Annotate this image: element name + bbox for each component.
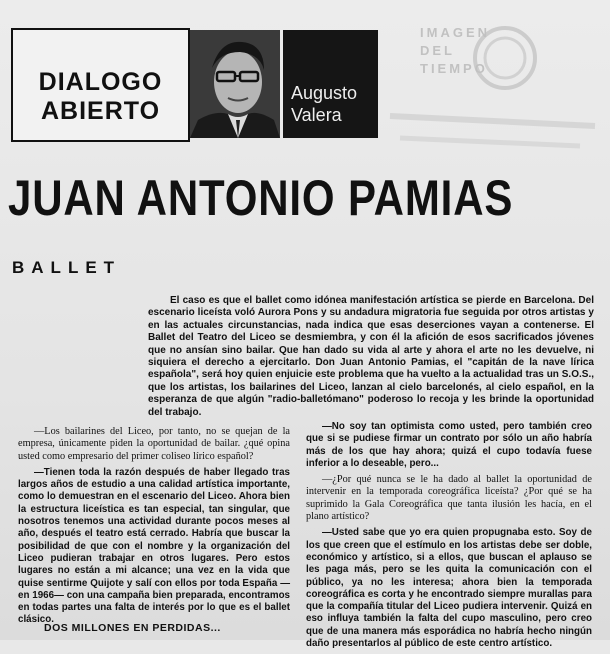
section-label: BALLET (12, 258, 122, 277)
right-column (306, 421, 592, 654)
stamp-graphic (380, 6, 605, 156)
column-title-line2: ABIERTO (40, 97, 161, 125)
stamp-line2: DEL (420, 43, 455, 58)
answer-2: —Usted sabe que yo era quien propugnaba esto. Soy de los que creen que el estímulo en los artistas debe ser doble, económico y artístico, si a ellos, que buscan el aplauso se les paga más, pero se les quita la comunicación con el público, ya no les interesa; ahora bien la temporada coreográfica es corta y he encontrado siempre murallas para que la compañía titular del Liceo pudiera intervenir. Quizá en eso influya también la falta del cupo masculino, pero creo que de una manera más esporádica no habría hecho ningún daño presentarlos al público de este centro artístico. (306, 527, 592, 650)
column-title-line1: DIALOGO (38, 68, 163, 96)
article-headline: JUAN ANTONIO PAMIAS (8, 170, 514, 226)
portrait-image (190, 30, 280, 138)
author-last-name: Valera (291, 105, 342, 125)
answer-1: —Tienen toda la razón después de haber llegado tras largos años de estudio a una calidad artística importante, como lo demuestran en el escenario del Liceo. Ahora bien la estructura liceística es tan especial, tan singular, que nosotros tenemos una actividad durante pocos meses al año, después el teatro está cerrado. Habría que buscar la posibilidad de que con el nombre y la organización del Liceo pudieran trabajar en otros lugares. Pero estos lugares no están a mi alcance; una vez en la vida que quise sentirme Quijote y salí con ellos por toda España —en 1966— con una campaña bien preparada, encontramos en todas partes una falta de interés por lo que es el ballet clásico. (18, 466, 290, 626)
answer-continued: —No soy tan optimista como usted, pero también creo que si se pudiese firmar un contrato por sólo un año habría más de los que hay ahora; quizá el cupo todavía fuese inferior a lo deseable, pero... (306, 421, 592, 469)
stamp-line3: TIEMPO (420, 61, 488, 76)
left-column (18, 426, 290, 631)
faded-stamp (380, 6, 605, 156)
stamp-text (420, 24, 490, 78)
article-intro: El caso es que el ballet como idónea manifestación artística se pierde en Barcelona. Del escenario liceísta voló Aurora Pons y su andadura migratoria fue seguida por otros artistas y en las actuales circunstancias, nada indica que esas deserciones vayan a contenerse. El Ballet del Teatro del Liceo se desmiembra, y con él la afición de esos sacrificados jóvenes que no ansían sino bailar. Que han dado su vida al arte y ahora el arte no les devuelve, ni siquiera el derecho a ejercitarlo. Don Juan Antonio Pamias, el "capitán de la nave lírica española", será hoy quien enjuicie este problema que ha vuelto a la actualidad tras un S.O.S., que los artistas, los bailarines del Liceo, lanzan al cielo barcelonés, al cielo español, en la esperanza de que algún "radio-balletómano" poderoso lo recoja y les brinde la oportunidad del trabajo. (148, 295, 594, 418)
section-subhead: DOS MILLONES EN PERDIDAS... (44, 622, 221, 634)
author-name (291, 82, 357, 126)
question-2: —¿Por qué nunca se le ha dado al ballet la oportunidad de intervenir en la temporada coreográfica liceísta? ¿Por qué se ha suprimido la Gala Coreográfica que tanta ilusión les hacía, en el plano artístico? (306, 474, 592, 523)
stamp-line1: IMAGEN (420, 25, 490, 40)
author-box (283, 30, 378, 138)
column-header-box (11, 28, 190, 142)
author-portrait (190, 30, 280, 138)
author-first-name: Augusto (291, 83, 358, 103)
column-title (13, 68, 188, 126)
question-1: —Los bailarines del Liceo, por tanto, no se quejan de la empresa, únicamente piden la oportunidad de bailar. ¿qué opina usted como empresario del primer coliseo lírico español? (18, 426, 290, 462)
